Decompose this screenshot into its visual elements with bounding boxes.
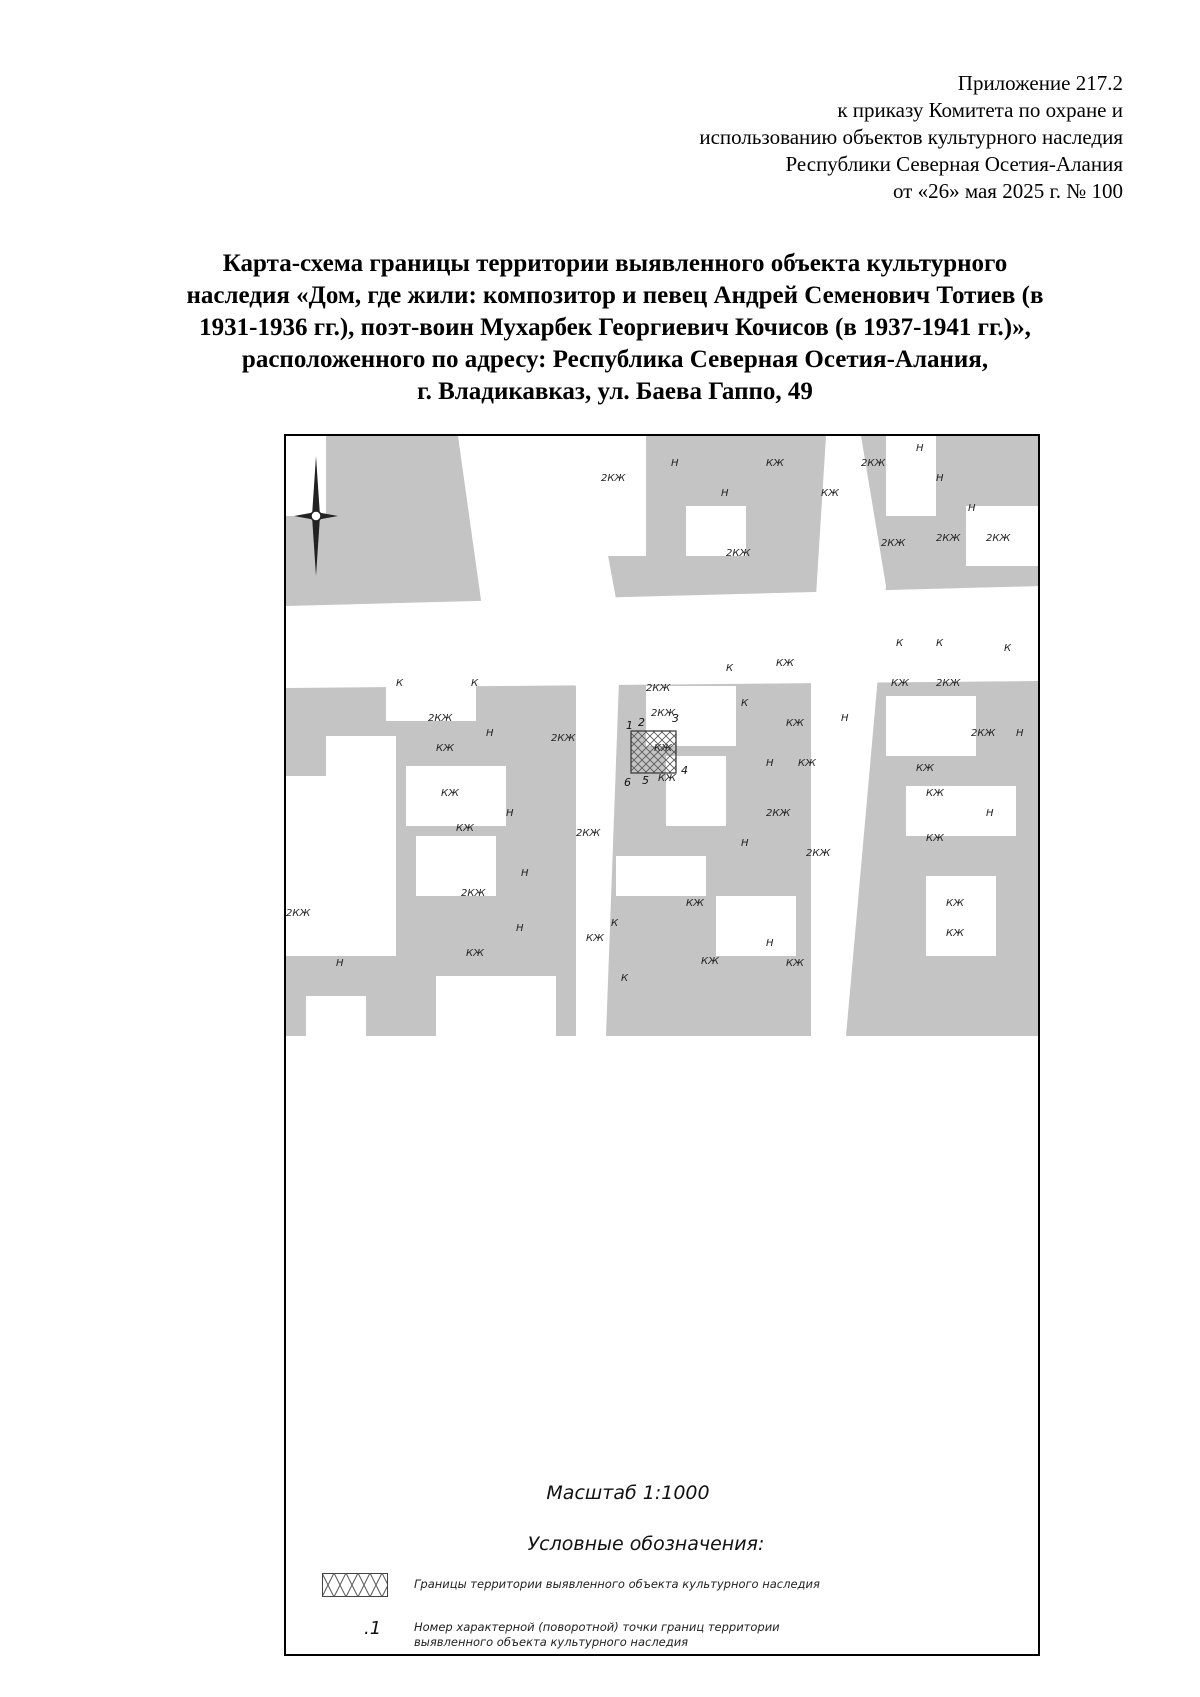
point-symbol: .1 [364, 1618, 382, 1639]
building-label: КЖ [456, 823, 474, 834]
building-label: КЖ [686, 898, 704, 909]
building-label: 2КЖ [461, 888, 486, 899]
building-label: Н [986, 808, 994, 819]
building-label: Н [841, 713, 849, 724]
legend-text-line: Номер характерной (поворотной) точки границ территории [414, 1620, 780, 1634]
building-label: 2КЖ [766, 808, 791, 819]
map-scale: Масштаб 1:1000 [546, 1482, 710, 1504]
building-label: КЖ [658, 773, 676, 784]
building-label: 2КЖ [861, 458, 886, 469]
building-label: Н [766, 758, 774, 769]
building-label: КЖ [766, 458, 784, 469]
legend-text: Границы территории выявленного объекта культурного наследия [414, 1577, 820, 1591]
building-label: КЖ [946, 898, 964, 909]
appendix-line: к приказу Комитета по охране и [837, 98, 1123, 122]
title-line: расположенного по адресу: Республика Северная Осетия-Алания, [241, 346, 989, 373]
appendix-line: Приложение 217.2 [957, 71, 1123, 95]
building-label: КЖ [798, 758, 816, 769]
legend-title: Условные обозначения: [527, 1533, 765, 1555]
building-label: 2КЖ [601, 473, 626, 484]
building-label: К [1004, 643, 1012, 654]
building-label: Н [916, 443, 924, 454]
appendix-line: использованию объектов культурного наследия [699, 125, 1123, 149]
point-label: 4 [681, 764, 688, 777]
building-label: КЖ [776, 658, 794, 669]
point-label: 2 [638, 716, 645, 729]
building-label: КЖ [926, 833, 944, 844]
building-label: КЖ [441, 788, 459, 799]
building-label: К [471, 678, 479, 689]
building-label: 2КЖ [971, 728, 996, 739]
appendix-line: Республики Северная Осетия-Алания [785, 152, 1123, 176]
building-label: Н [968, 503, 976, 514]
point-label: 1 [626, 719, 633, 732]
building-label: Н [936, 473, 944, 484]
title-line: наследия «Дом, где жили: композитор и певец Андрей Семенович Тотиев (в [186, 282, 1044, 309]
building-label: КЖ [786, 718, 804, 729]
building-label: КЖ [436, 743, 454, 754]
document-title [120, 248, 1110, 408]
point-label: 5 [642, 774, 649, 787]
building-label: КЖ [946, 928, 964, 939]
building-label: КЖ [586, 933, 604, 944]
building-label: 2КЖ [936, 678, 961, 689]
building-label: 2КЖ [286, 908, 311, 919]
building-label: Н [336, 958, 344, 969]
building-label: 2КЖ [726, 548, 751, 559]
building-label: К [621, 973, 629, 984]
building-label: КЖ [654, 743, 672, 754]
building-label: 2КЖ [576, 828, 601, 839]
building-label: КЖ [701, 956, 719, 967]
building-label: Н [521, 868, 529, 879]
building-label: Н [741, 838, 749, 849]
hatch-swatch-icon [322, 1573, 388, 1597]
building-label: К [396, 678, 404, 689]
appendix-header [483, 70, 1123, 205]
building-label: 2КЖ [646, 683, 671, 694]
map-scheme [286, 436, 1040, 1036]
building-label: Н [1016, 728, 1024, 739]
building-label: 2КЖ [651, 708, 676, 719]
appendix-line: от «26» мая 2025 г. № 100 [892, 179, 1123, 203]
building-label: Н [516, 923, 524, 934]
building-label: Н [671, 458, 679, 469]
building-label: Н [506, 808, 514, 819]
building-label: Н [766, 938, 774, 949]
building-label: К [611, 918, 619, 929]
building-label: К [741, 698, 749, 709]
building-label: 2КЖ [881, 538, 906, 549]
building-label: К [896, 638, 904, 649]
building-label: К [936, 638, 944, 649]
building-label: 2КЖ [936, 533, 961, 544]
legend-text-line: выявленного объекта культурного наследия [414, 1635, 689, 1649]
building-label: КЖ [891, 678, 909, 689]
building-label: К [726, 663, 734, 674]
point-label: 6 [624, 776, 631, 789]
point-label: 3 [672, 712, 679, 725]
title-line: 1931-1936 гг.), поэт-воин Мухарбек Георгиевич Кочисов (в 1937-1941 гг.)», [199, 314, 1031, 341]
building-label: КЖ [466, 948, 484, 959]
building-label: КЖ [786, 958, 804, 969]
building-label: КЖ [821, 488, 839, 499]
legend-text [414, 1620, 974, 1650]
building-label: 2КЖ [806, 848, 831, 859]
map-frame [284, 434, 1040, 1656]
building-label: 2КЖ [986, 533, 1011, 544]
building-label: КЖ [916, 763, 934, 774]
building-label: 2КЖ [428, 713, 453, 724]
building-label: 2КЖ [551, 733, 576, 744]
building-label: Н [721, 488, 729, 499]
building-label: Н [486, 728, 494, 739]
building-label: КЖ [926, 788, 944, 799]
title-line: г. Владикавказ, ул. Баева Гаппо, 49 [417, 378, 813, 405]
title-line: Карта-схема границы территории выявленного объекта культурного [222, 250, 1008, 277]
